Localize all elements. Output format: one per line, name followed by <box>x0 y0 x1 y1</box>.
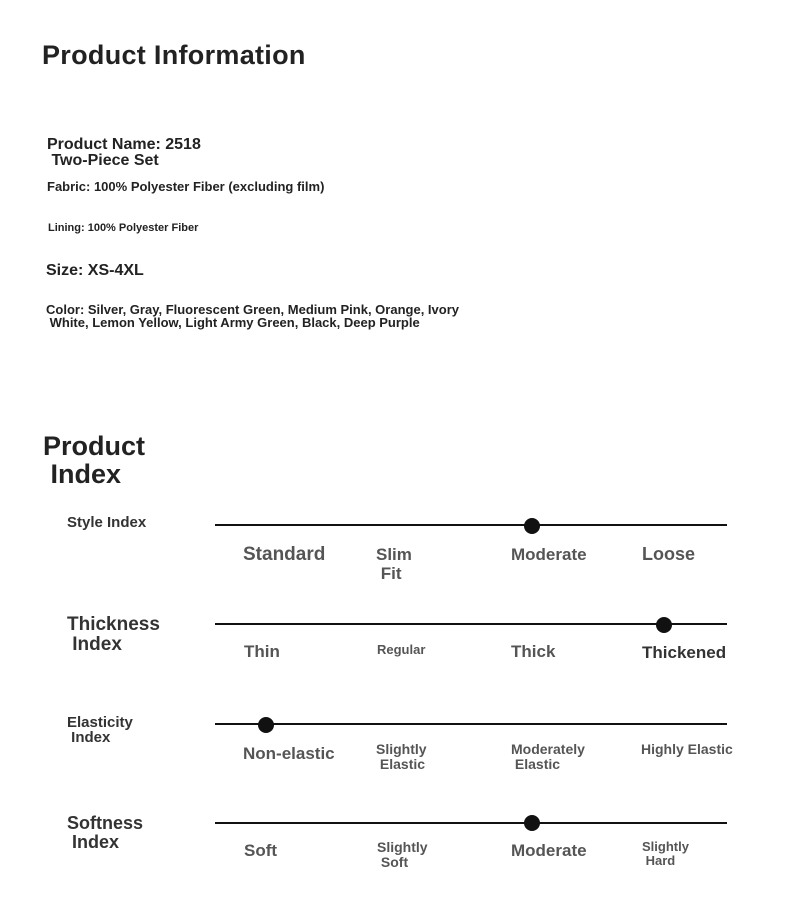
page-title: Product Information <box>42 40 306 70</box>
thickness-option-regular: Regular <box>377 642 426 657</box>
thickness-index-track <box>215 623 727 625</box>
style-index-marker <box>524 518 540 534</box>
thickness-option-thick: Thick <box>511 642 556 661</box>
softness-index-track <box>215 822 727 824</box>
elasticity-option-highly-elastic: Highly Elastic <box>641 741 733 757</box>
lining-info: Lining: 100% Polyester Fiber <box>48 222 199 234</box>
thickness-index-label: Thickness Index <box>67 614 160 655</box>
style-option-moderate: Moderate <box>511 545 587 564</box>
softness-option-slightly-soft: Slightly Soft <box>377 839 428 870</box>
elasticity-index-track <box>215 723 727 725</box>
style-option-loose: Loose <box>642 544 696 564</box>
elasticity-option-slightly-elastic: Slightly Elastic <box>376 741 427 772</box>
softness-option-soft: Soft <box>244 841 278 860</box>
thickness-index-marker <box>656 617 672 633</box>
thickness-option-thickened: Thickened <box>642 643 727 662</box>
index-title: Product Index <box>43 431 146 489</box>
elasticity-index-marker <box>258 717 274 733</box>
softness-index-marker <box>524 815 540 831</box>
color-info: Color: Silver, Gray, Fluorescent Green, Medium Pink, Orange, Ivory White, Lemon Yellow, Light Army Green, Black, Deep Purple <box>46 302 459 330</box>
elasticity-index-label: Elasticity Index <box>67 714 133 746</box>
elasticity-option-moderately-elastic: Moderately Elastic <box>511 741 585 772</box>
product-name: Product Name: 2518 Two-Piece Set <box>47 136 201 169</box>
softness-option-moderate: Moderate <box>511 841 587 860</box>
style-index-label: Style Index <box>67 514 147 531</box>
softness-index-label: Softness Index <box>67 813 144 852</box>
style-option-slim-fit: Slim Fit <box>376 545 412 583</box>
style-index-track <box>215 524 727 526</box>
elasticity-option-non-elastic: Non-elastic <box>243 744 335 763</box>
thickness-option-thin: Thin <box>244 642 280 661</box>
size-info: Size: XS-4XL <box>46 262 144 279</box>
fabric-info: Fabric: 100% Polyester Fiber (excluding film) <box>47 179 325 194</box>
softness-option-slightly-hard: Slightly Hard <box>642 839 689 868</box>
style-option-standard: Standard <box>243 544 326 565</box>
